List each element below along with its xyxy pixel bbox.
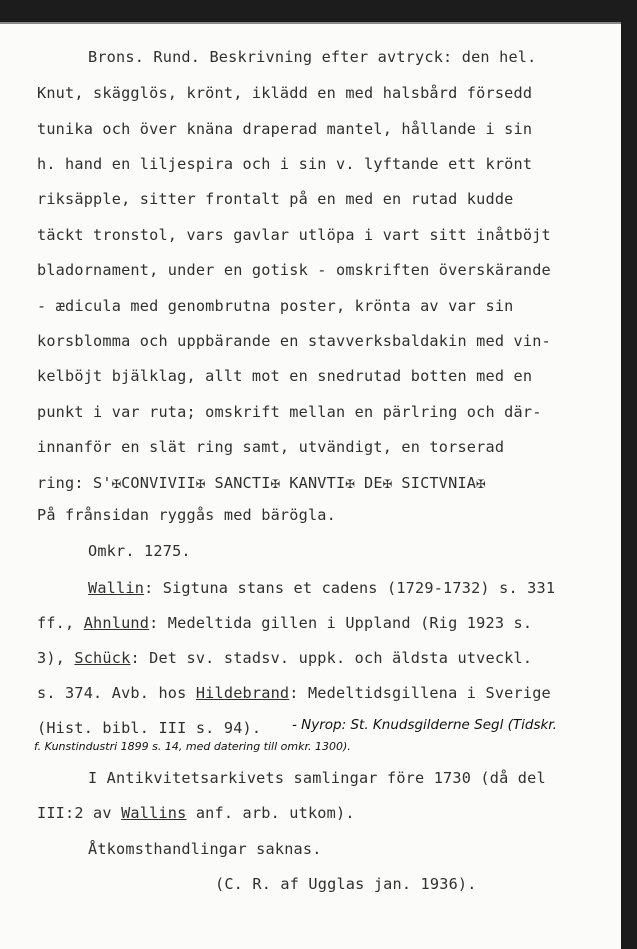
text-line-9: korsblomma och uppbärande en stavverksbaldakin med vin- [37, 332, 551, 350]
author-ahnlund: Ahnlund [83, 614, 150, 632]
text-line-4: h. hand en liljespira och i sin v. lyftande ett krönt [37, 155, 533, 173]
author-schuck: Schück [74, 649, 131, 667]
text-line-7: bladornament, under en gotisk - omskriften överskärande [37, 261, 551, 279]
date-line: Omkr. 1275. [88, 542, 191, 560]
reference-line-4-pre: s. 374. Avb. hos [37, 684, 196, 702]
handwritten-note-line-1: - Nyrop: St. Knudsgilderne Segl (Tidskr. [292, 717, 557, 733]
text-line-5: riksäpple, sitter frontalt på en med en rutad kudde [37, 190, 514, 208]
reference-line-4 [37, 683, 551, 703]
text-line-8: - ædicula med genombrutna poster, krönta av var sin [37, 297, 514, 315]
text-line-12: innanför en slät ring samt, utvändigt, en torserad [37, 438, 505, 456]
text-line-1: Brons. Rund. Beskrivning efter avtryck: den hel. [88, 48, 537, 66]
scan-edge-right [621, 0, 637, 949]
text-line-14: På frånsidan ryggås med bärögla. [37, 506, 336, 524]
acquisition-line: Åtkomsthandlingar saknas. [88, 840, 322, 858]
legend-inscription-line: ring: S'✠CONVIVII✠ SANCTI✠ KANVTI✠ DE✠ SICTVNIA✠ [37, 474, 486, 492]
author-wallin: Wallin [88, 579, 145, 597]
reference-line-1-rest: : Sigtuna stans et cadens (1729-1732) s. 331 [144, 579, 556, 597]
reference-line-5: (Hist. bibl. III s. 94). [37, 719, 262, 737]
text-line-6: täckt tronstol, vars gavlar utlöpa i vart sitt inåtböjt [37, 226, 551, 244]
handwritten-note-line-2: f. Kunstindustri 1899 s. 14, med datering till omkr. 1300). [34, 740, 351, 753]
reference-line-4-rest: : Medeltidsgillena i Sverige [289, 684, 551, 702]
text-line-11: punkt i var ruta; omskrift mellan en pärlring och där- [37, 403, 542, 421]
reference-line-3-rest: : Det sv. stadsv. uppk. och äldsta utveckl. [130, 649, 533, 667]
reference-line-2-rest: : Medeltida gillen i Uppland (Rig 1923 s. [149, 614, 533, 632]
reference-line-3 [37, 648, 532, 668]
text-line-3: tunika och över knäna draperad mantel, hållande i sin [37, 120, 533, 138]
reference-line-2 [37, 613, 532, 633]
archive-line-1: I Antikvitetsarkivets samlingar före 1730 (då del [88, 769, 546, 787]
signature-line: (C. R. af Ugglas jan. 1936). [215, 875, 477, 893]
text-line-10: kelböjt bjälklag, allt mot en snedrutad botten med en [37, 367, 533, 385]
reference-line-2-pre: ff., [37, 614, 84, 632]
text-line-2: Knut, skägglös, krönt, iklädd en med halsbård försedd [37, 84, 533, 102]
archive-line-2 [37, 803, 355, 823]
author-hildebrand: Hildebrand [195, 684, 290, 702]
archive-line-2-rest: anf. arb. utkom). [186, 804, 355, 822]
archive-line-2-pre: III:2 av [37, 804, 122, 822]
reference-line-3-pre: 3), [37, 649, 75, 667]
reference-line-1 [88, 578, 555, 598]
author-wallins: Wallins [121, 804, 187, 822]
